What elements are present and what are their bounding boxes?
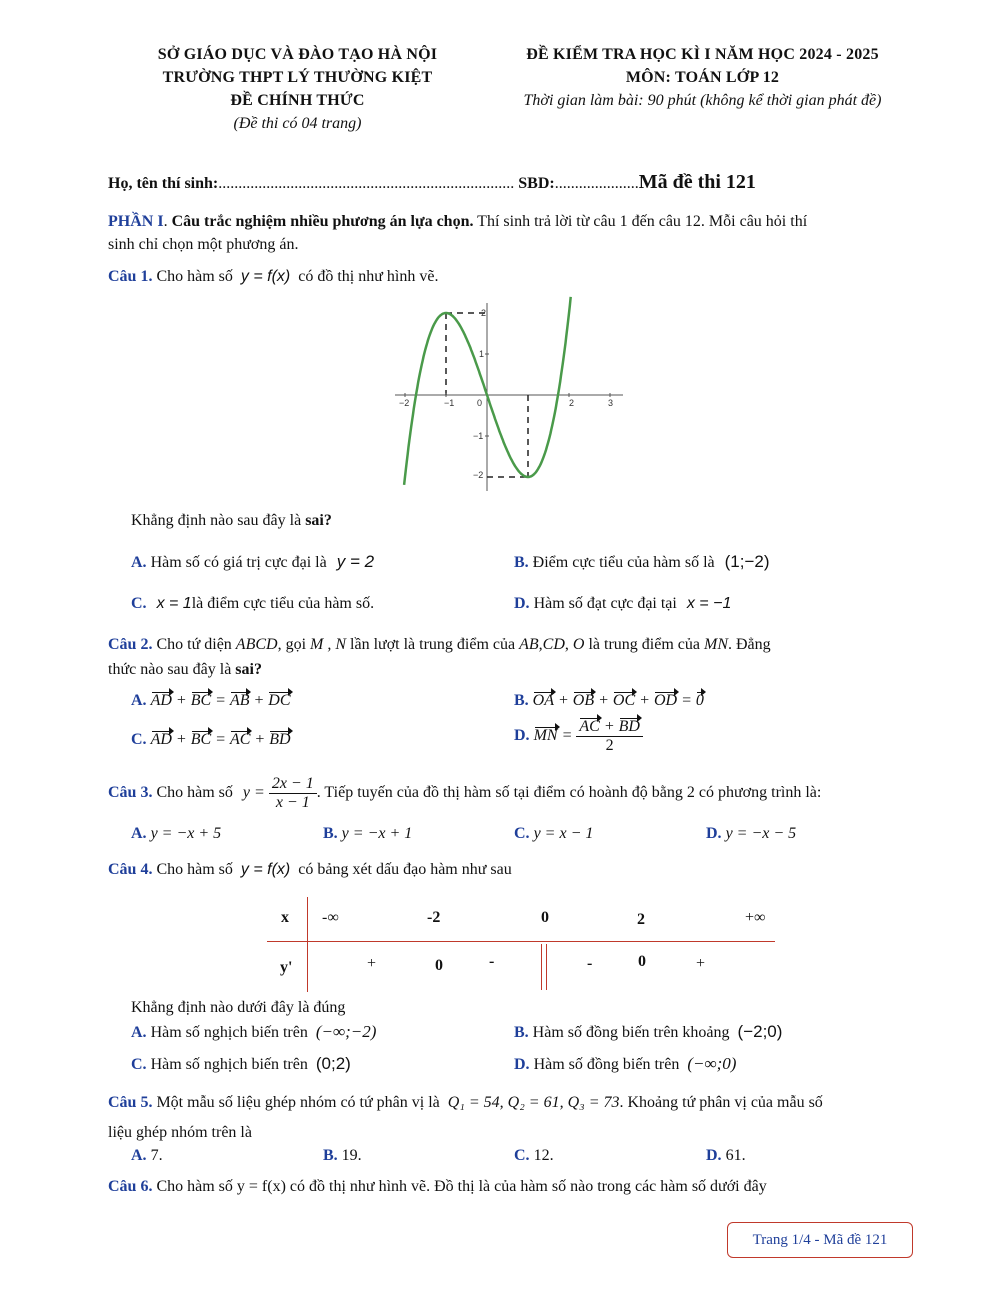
q4-prompt: Khẳng định nào dưới đây là đúng bbox=[131, 999, 346, 1016]
option-math: (−∞;0) bbox=[687, 1054, 737, 1073]
q2-text-bold: sai? bbox=[235, 661, 262, 678]
q2-text: , bbox=[564, 636, 569, 653]
q6-stem bbox=[108, 1178, 767, 1196]
q1-option-b[interactable] bbox=[514, 552, 770, 572]
q3-text: . Tiếp tuyến của đồ thị hàm số tại điểm có hoành độ bằng bbox=[316, 783, 683, 801]
part1-text1: Thí sinh trả lời từ câu 1 đến câu 12. Mỗi câu hỏi thí bbox=[473, 213, 808, 230]
q3-label: Câu 3. bbox=[108, 783, 153, 801]
x-tick-label: 0 bbox=[477, 398, 483, 408]
q5-option-d[interactable] bbox=[706, 1147, 746, 1165]
option-math: OA + OB + OC + OD = 0 bbox=[532, 692, 704, 709]
q4-stem bbox=[108, 861, 512, 879]
option-letter: D. bbox=[706, 1147, 722, 1164]
q4-option-a[interactable] bbox=[131, 1022, 376, 1042]
x-tick-label: −1 bbox=[444, 398, 455, 408]
q5-text: . Khoảng tứ phân vị của mẫu số bbox=[619, 1094, 823, 1111]
option-math: (1;−2) bbox=[724, 552, 770, 571]
q2-text: là trung điểm của bbox=[588, 636, 700, 653]
table-sign: 0 bbox=[435, 957, 443, 974]
q3-option-c[interactable] bbox=[514, 825, 593, 843]
q1-option-d[interactable] bbox=[514, 595, 731, 613]
option-text: Điểm cực tiểu của hàm số là bbox=[532, 554, 715, 571]
header-left-line4: (Đề thi có 04 trang) bbox=[233, 115, 362, 132]
table-sign: - bbox=[587, 955, 593, 972]
q3-option-d[interactable] bbox=[706, 825, 796, 843]
option-letter: C. bbox=[131, 1056, 147, 1073]
q2-option-a[interactable] bbox=[131, 692, 291, 710]
sbd-dots: ..................... bbox=[554, 175, 639, 192]
q1-stem bbox=[108, 268, 438, 286]
option-letter: B. bbox=[323, 1147, 338, 1164]
option-text: 12. bbox=[533, 1147, 554, 1164]
option-math: AD + BC = AC + BD bbox=[150, 731, 291, 748]
option-letter: B. bbox=[514, 554, 529, 571]
option-letter: A. bbox=[131, 692, 147, 709]
q2-math: MN bbox=[703, 636, 728, 653]
q3-denominator: x − 1 bbox=[275, 793, 310, 811]
q3-option-b[interactable] bbox=[323, 825, 412, 843]
q5-stem-line2: liệu ghép nhóm trên là bbox=[108, 1124, 252, 1141]
q4-fx: y = f(x) bbox=[240, 861, 291, 878]
header-right-line3: Thời gian làm bài: 90 phút (không kể thời gian phát đề) bbox=[523, 92, 882, 109]
q1-prompt bbox=[131, 512, 332, 530]
q1-option-a[interactable] bbox=[131, 552, 374, 572]
q3-fraction bbox=[269, 775, 317, 811]
option-text: Hàm số có giá trị cực đại là bbox=[150, 554, 327, 571]
option-math: x = 1 bbox=[156, 595, 192, 612]
table-sign: - bbox=[489, 953, 495, 970]
q3-numerator: 2x − 1 bbox=[269, 775, 317, 794]
option-letter: D. bbox=[514, 726, 530, 744]
table-sign: 0 bbox=[638, 953, 646, 970]
sbd-label: SBD: bbox=[518, 175, 555, 192]
q5-option-a[interactable] bbox=[131, 1147, 163, 1165]
q2-label: Câu 2. bbox=[108, 636, 153, 653]
q5-text: Một mẫu số liệu ghép nhóm có tứ phân vị là bbox=[156, 1094, 440, 1111]
y-tick-label: 2 bbox=[481, 308, 487, 318]
option-letter: B. bbox=[514, 1024, 529, 1041]
q6-label: Câu 6. bbox=[108, 1178, 153, 1195]
table-y-label: y' bbox=[280, 959, 293, 976]
table-x-value: +∞ bbox=[745, 909, 766, 926]
table-x-label: x bbox=[281, 909, 289, 926]
q5-stem-line1 bbox=[108, 1094, 823, 1112]
q4-option-d[interactable] bbox=[514, 1054, 736, 1074]
q6-text: Cho hàm số y = f(x) có đồ thị như hình vẽ. Đồ thị là của hàm số nào trong các hàm số dưới đây bbox=[156, 1178, 767, 1195]
q2-option-c[interactable] bbox=[131, 731, 291, 749]
q2-text: Cho tứ diện bbox=[156, 636, 232, 653]
q3-stem bbox=[108, 775, 821, 811]
q2-math: AB,CD bbox=[519, 636, 565, 653]
option-letter: C. bbox=[131, 731, 147, 748]
option-letter: A. bbox=[131, 1024, 147, 1041]
q2-text: lần lượt là trung điểm của bbox=[350, 636, 516, 653]
table-x-value: -∞ bbox=[322, 909, 339, 926]
q5-math: Q₁ = 54, Q₂ = 61, Q₃ = 73 bbox=[447, 1094, 620, 1111]
option-math: (−2;0) bbox=[737, 1022, 783, 1041]
sign-table bbox=[267, 897, 775, 992]
q3-text: Cho hàm số bbox=[156, 783, 233, 801]
option-math: y = 2 bbox=[336, 552, 375, 571]
option-letter: B. bbox=[323, 825, 338, 842]
option-text: 61. bbox=[725, 1147, 746, 1164]
q1-text-a: Cho hàm số bbox=[156, 268, 233, 285]
q3-math: 2 bbox=[686, 783, 695, 801]
y-tick-label: −1 bbox=[473, 431, 484, 441]
option-text: Hàm số đạt cực đại tại bbox=[533, 595, 677, 612]
option-math: y = −x + 5 bbox=[150, 825, 222, 842]
table-x-value: -2 bbox=[427, 909, 441, 926]
option-letter: C. bbox=[131, 595, 147, 612]
q5-label: Câu 5. bbox=[108, 1094, 153, 1111]
option-letter: A. bbox=[131, 554, 147, 571]
name-label: Họ, tên thí sinh: bbox=[108, 175, 219, 192]
option-text: Hàm số nghịch biến trên bbox=[150, 1056, 308, 1073]
name-dots: .......................................................................... bbox=[218, 175, 515, 192]
option-letter: B. bbox=[514, 692, 529, 709]
table-x-value: 2 bbox=[637, 911, 645, 928]
table-sign: + bbox=[696, 955, 706, 972]
header-right-line1: ĐỀ KIỂM TRA HỌC KÌ I NĂM HỌC 2024 - 2025 bbox=[526, 46, 879, 63]
table-double-bar-2 bbox=[546, 944, 547, 990]
q4-option-b[interactable] bbox=[514, 1022, 782, 1042]
table-h-line bbox=[267, 941, 775, 942]
q2-stem-line2 bbox=[108, 661, 262, 679]
option-math: (0;2) bbox=[315, 1054, 351, 1073]
page-footer: Trang 1/4 - Mã đề 121 bbox=[727, 1222, 913, 1258]
q2-text: . Đẳng bbox=[727, 636, 771, 653]
q2-option-b[interactable] bbox=[514, 692, 704, 710]
option-letter: D. bbox=[706, 825, 722, 842]
option-letter: A. bbox=[131, 1147, 147, 1164]
q5-option-c[interactable] bbox=[514, 1147, 554, 1165]
header-left-line3: ĐỀ CHÍNH THỨC bbox=[230, 92, 365, 109]
q1-graph bbox=[395, 293, 625, 493]
option-text: Hàm số đồng biến trên khoảng bbox=[532, 1024, 730, 1041]
q4-option-c[interactable] bbox=[131, 1054, 351, 1074]
q1-text-b: có đồ thị như hình vẽ. bbox=[298, 268, 439, 285]
option-math: (−∞;−2) bbox=[315, 1022, 377, 1041]
y-tick-label: −2 bbox=[473, 470, 484, 480]
option-math: MN = $\frac{AC + BD}{2}$ bbox=[534, 727, 643, 744]
option-letter: C. bbox=[514, 825, 530, 842]
option-letter: D. bbox=[514, 1056, 530, 1073]
part1-line1: PHẦN I. Câu trắc nghiệm nhiều phương án lựa chọn. Thí sinh trả lời từ câu 1 đến câu 12. Mỗi câu hỏi thí bbox=[108, 213, 808, 230]
student-line bbox=[108, 171, 756, 194]
q1-fx: y = f(x) bbox=[240, 268, 291, 285]
part1-line2: sinh chỉ chọn một phương án. bbox=[108, 236, 299, 253]
q2-text: thức nào sau đây là bbox=[108, 661, 236, 678]
q1-label: Câu 1. bbox=[108, 268, 153, 285]
q2-math: M , N bbox=[310, 636, 347, 653]
q5-option-b[interactable] bbox=[323, 1147, 362, 1165]
q1-prompt-text: Khẳng định nào sau đây là bbox=[131, 512, 306, 529]
option-math: y = x − 1 bbox=[533, 825, 594, 842]
table-x-value: 0 bbox=[541, 909, 549, 926]
q2-math: ABCD bbox=[235, 636, 278, 653]
option-letter: C. bbox=[514, 1147, 530, 1164]
q2-stem-line1 bbox=[108, 636, 771, 654]
header-left-line1: SỞ GIÁO DỤC VÀ ĐÀO TẠO HÀ NỘI bbox=[157, 46, 438, 63]
part1-heading: Câu trắc nghiệm nhiều phương án lựa chọn. bbox=[171, 213, 474, 230]
option-math: y = −x − 5 bbox=[725, 825, 797, 842]
option-text: Hàm số đồng biến trên bbox=[533, 1056, 680, 1073]
q2-math: O bbox=[572, 636, 585, 653]
table-v-line bbox=[307, 897, 308, 992]
x-tick-label: −2 bbox=[399, 398, 410, 408]
table-sign: + bbox=[367, 955, 377, 972]
option-math: x = −1 bbox=[686, 595, 732, 612]
q3-option-a[interactable] bbox=[131, 825, 221, 843]
table-double-bar-1 bbox=[541, 944, 542, 990]
option-text: 7. bbox=[150, 1147, 163, 1164]
x-tick-label: 3 bbox=[608, 398, 614, 408]
header-left-line2: TRƯỜNG THPT LÝ THƯỜNG KIỆT bbox=[162, 69, 433, 86]
q4-text: Cho hàm số bbox=[156, 861, 233, 878]
header-right-line2: MÔN: TOÁN LỚP 12 bbox=[625, 69, 780, 86]
q4-label: Câu 4. bbox=[108, 861, 153, 878]
option-text: là điểm cực tiểu của hàm số. bbox=[191, 595, 375, 612]
q3-text: có phương trình là: bbox=[698, 783, 822, 801]
q2-option-d[interactable] bbox=[514, 718, 643, 754]
option-letter: A. bbox=[131, 825, 147, 842]
q3-math: y = bbox=[242, 783, 265, 801]
option-text: Hàm số nghịch biến trên bbox=[150, 1024, 308, 1041]
q2-text: , gọi bbox=[277, 636, 307, 653]
x-tick-label: 2 bbox=[569, 398, 575, 408]
option-math: AD + BC = AB + DC bbox=[150, 692, 291, 709]
option-letter: D. bbox=[514, 595, 530, 612]
option-text: 19. bbox=[341, 1147, 362, 1164]
y-tick-label: 1 bbox=[479, 349, 485, 359]
q1-prompt-bold: sai? bbox=[305, 512, 332, 529]
exam-code: Mã đề thi 121 bbox=[638, 171, 756, 193]
q4-text: có bảng xét dấu đạo hàm như sau bbox=[298, 861, 512, 878]
q1-option-c[interactable] bbox=[131, 595, 374, 613]
option-math: y = −x + 1 bbox=[341, 825, 413, 842]
part1-title: PHẦN I bbox=[108, 213, 164, 230]
